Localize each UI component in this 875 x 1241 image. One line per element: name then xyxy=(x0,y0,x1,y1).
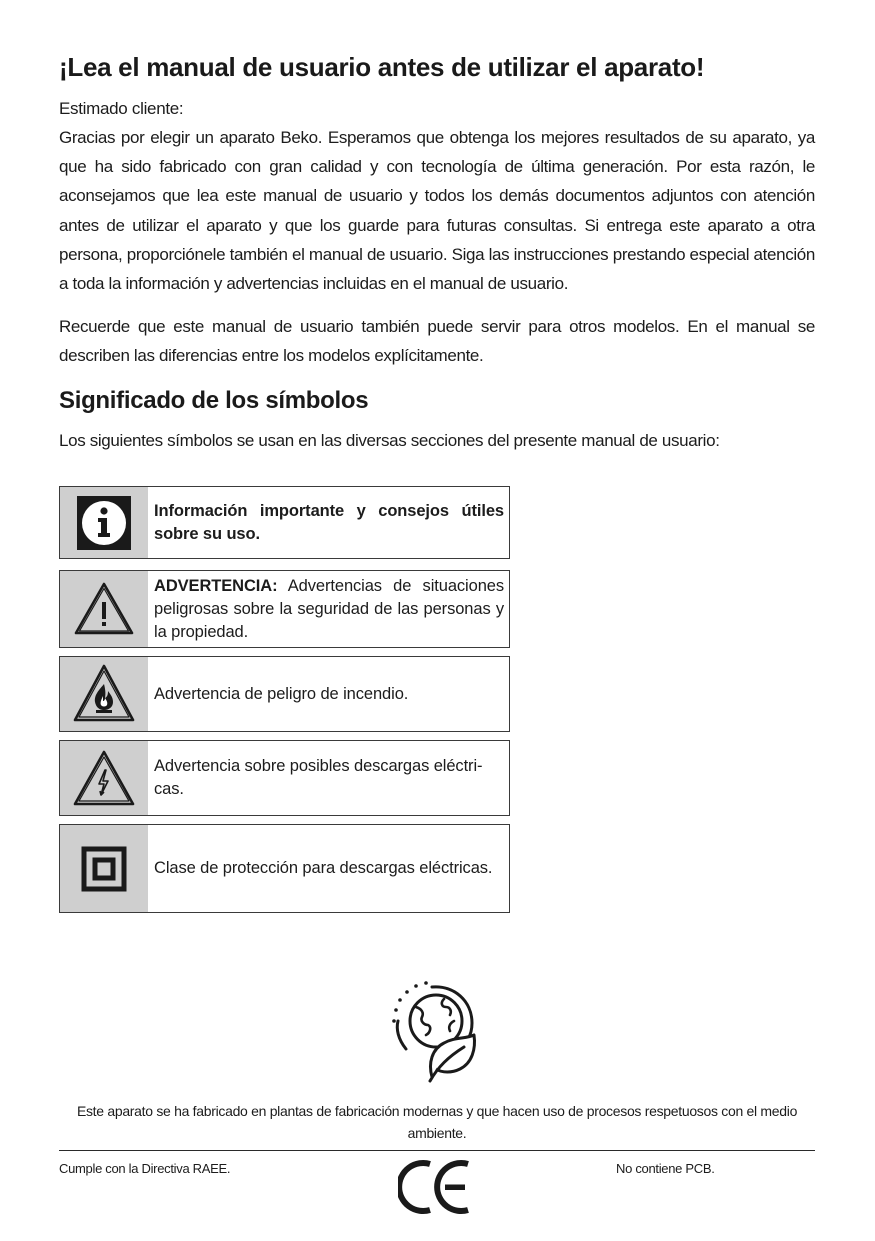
symbol-text xyxy=(148,825,509,912)
symbol-text xyxy=(148,571,509,647)
symbol-description: Advertencias de situaciones peligrosas sobre la seguridad de las personas y la propiedad. xyxy=(154,576,504,641)
symbol-row-fire xyxy=(59,656,510,732)
eco-globe-leaf-icon xyxy=(388,977,484,1083)
symbol-bold-text: Información importante y consejos útiles sobre su uso. xyxy=(154,501,504,543)
intro-paragraph: Gracias por elegir un aparato Beko. Esperamos que obtenga los mejores resultados de su aparato, ya que ha sido fabricado con gran calidad y con tecnología de última generación. Por esta razón, le aconsejamos que lea este manual de usuario y todos los demás documentos adjuntos con atención antes de utilizar el aparato y que los guarde para futuras consultas. Si entrega este aparato a otra persona, proporciónele también el manual de usuario. Siga las instrucciones prestando especial atención a toda la información y advertencias incluidas en el manual de usuario. xyxy=(59,128,815,294)
symbol-row-info xyxy=(59,486,510,559)
pcb-free-text: No contiene PCB. xyxy=(616,1161,715,1176)
symbol-bold-text: ADVERTENCIA: xyxy=(154,576,278,595)
footer-divider xyxy=(59,1150,815,1151)
symbol-row-protection-class xyxy=(59,824,510,913)
warning-icon xyxy=(60,571,148,647)
symbols-intro: Los siguientes símbolos se usan en las diversas secciones del presente manual de usuario: xyxy=(59,431,720,450)
weee-compliance-text: Cumple con la Directiva RAEE. xyxy=(59,1161,231,1176)
symbol-text xyxy=(148,487,509,558)
page-title: ¡Lea el manual de usuario antes de utilizar el aparato! xyxy=(59,52,705,82)
protection-class-icon xyxy=(60,825,148,912)
symbol-text xyxy=(148,657,509,731)
symbol-row-warning xyxy=(59,570,510,648)
symbol-text xyxy=(148,741,509,815)
ce-mark-icon xyxy=(398,1158,474,1216)
eco-statement: Este aparato se ha fabricado en plantas de fabricación modernas y que hacen uso de procesos respetuosos con el medio ambiente. xyxy=(76,1103,798,1141)
electric-shock-icon xyxy=(60,741,148,815)
info-icon xyxy=(60,487,148,558)
fire-hazard-icon xyxy=(60,657,148,731)
symbols-heading: Significado de los símbolos xyxy=(59,387,369,414)
salutation: Estimado cliente: xyxy=(59,99,184,118)
symbol-description: Advertencia de peligro de incendio. xyxy=(154,684,409,703)
models-reminder: Recuerde que este manual de usuario también puede servir para otros modelos. En el manual se describen las diferencias entre los modelos explícitamente. xyxy=(59,317,815,366)
symbol-description: Clase de protección para descargas eléctricas. xyxy=(154,859,493,877)
symbol-row-electric xyxy=(59,740,510,816)
symbol-description: Advertencia sobre posibles descargas eléctri-cas. xyxy=(154,757,483,798)
